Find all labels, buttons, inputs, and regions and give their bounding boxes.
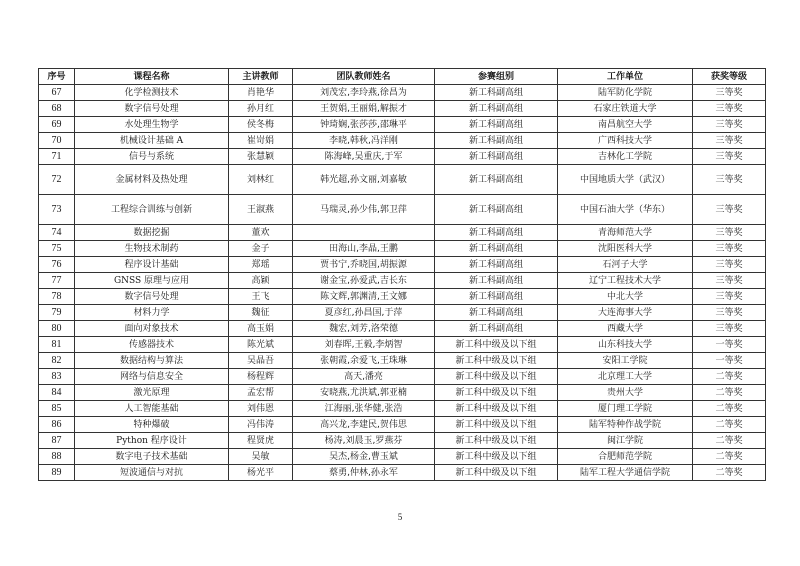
lead-teacher: 孟宏帮 <box>229 385 293 401</box>
competition-group: 新工科副高组 <box>435 85 558 101</box>
table-row <box>39 369 766 385</box>
workplace: 闽江学院 <box>558 433 693 449</box>
row-index: 83 <box>39 369 75 385</box>
team-teachers: 刘茂宏,李玲燕,徐昌为 <box>293 85 435 101</box>
table-row <box>39 225 766 241</box>
lead-teacher: 陈光斌 <box>229 337 293 353</box>
table-row <box>39 449 766 465</box>
competition-group: 新工科中级及以下组 <box>435 337 558 353</box>
row-index: 71 <box>39 149 75 165</box>
award-level: 三等奖 <box>693 241 766 257</box>
workplace: 陆军防化学院 <box>558 85 693 101</box>
workplace: 陆军工程大学通信学院 <box>558 465 693 481</box>
course-name: 程序设计基础 <box>75 257 229 273</box>
row-index: 74 <box>39 225 75 241</box>
team-teachers: 王贺娟,王丽娟,解振才 <box>293 101 435 117</box>
team-teachers: 吴杰,杨金,曹玉斌 <box>293 449 435 465</box>
header-award-level: 获奖等级 <box>693 69 766 85</box>
header-lead-teacher: 主讲教师 <box>229 69 293 85</box>
workplace: 安阳工学院 <box>558 353 693 369</box>
row-index: 82 <box>39 353 75 369</box>
course-name: 金属材料及热处理 <box>75 165 229 195</box>
team-teachers: 陈文辉,郭渊清,王文娜 <box>293 289 435 305</box>
award-level: 二等奖 <box>693 401 766 417</box>
row-index: 73 <box>39 195 75 225</box>
course-name: 生物技术制药 <box>75 241 229 257</box>
award-table <box>38 68 766 481</box>
table-row <box>39 321 766 337</box>
team-teachers: 魏宏,刘芳,洛荣德 <box>293 321 435 337</box>
award-level: 三等奖 <box>693 273 766 289</box>
header-group: 参赛组别 <box>435 69 558 85</box>
course-name: 传感器技术 <box>75 337 229 353</box>
workplace: 中国地质大学（武汉） <box>558 165 693 195</box>
competition-group: 新工科中级及以下组 <box>435 353 558 369</box>
competition-group: 新工科副高组 <box>435 165 558 195</box>
workplace: 北京理工大学 <box>558 369 693 385</box>
row-index: 86 <box>39 417 75 433</box>
workplace: 贵州大学 <box>558 385 693 401</box>
award-level: 二等奖 <box>693 433 766 449</box>
table-body <box>39 85 766 481</box>
team-teachers: 江海丽,张华健,张浩 <box>293 401 435 417</box>
course-name: 人工智能基础 <box>75 401 229 417</box>
workplace: 西藏大学 <box>558 321 693 337</box>
competition-group: 新工科副高组 <box>435 289 558 305</box>
lead-teacher: 董欢 <box>229 225 293 241</box>
course-name: 数字电子技术基础 <box>75 449 229 465</box>
row-index: 67 <box>39 85 75 101</box>
workplace: 山东科技大学 <box>558 337 693 353</box>
table-row <box>39 305 766 321</box>
course-name: 短波通信与对抗 <box>75 465 229 481</box>
lead-teacher: 王飞 <box>229 289 293 305</box>
team-teachers: 钟琦娴,张莎莎,邵琳平 <box>293 117 435 133</box>
table-row <box>39 85 766 101</box>
course-name: GNSS 原理与应用 <box>75 273 229 289</box>
team-teachers: 田海山,李晶,王鹏 <box>293 241 435 257</box>
team-teachers: 陈海峰,吴重庆,于军 <box>293 149 435 165</box>
award-level: 三等奖 <box>693 117 766 133</box>
workplace: 石家庄铁道大学 <box>558 101 693 117</box>
row-index: 75 <box>39 241 75 257</box>
award-level: 三等奖 <box>693 149 766 165</box>
team-teachers: 安晓燕,尤洪斌,郭亚楠 <box>293 385 435 401</box>
award-level: 二等奖 <box>693 465 766 481</box>
team-teachers: 李晓,韩秋,冯洋刚 <box>293 133 435 149</box>
competition-group: 新工科副高组 <box>435 101 558 117</box>
award-level: 一等奖 <box>693 337 766 353</box>
team-teachers: 张朝霞,余爱飞,王珠琳 <box>293 353 435 369</box>
competition-group: 新工科副高组 <box>435 117 558 133</box>
workplace: 中国石油大学（华东） <box>558 195 693 225</box>
lead-teacher: 张慧颖 <box>229 149 293 165</box>
header-workplace: 工作单位 <box>558 69 693 85</box>
award-level: 三等奖 <box>693 289 766 305</box>
workplace: 辽宁工程技术大学 <box>558 273 693 289</box>
lead-teacher: 魏征 <box>229 305 293 321</box>
award-level: 三等奖 <box>693 195 766 225</box>
lead-teacher: 侯冬梅 <box>229 117 293 133</box>
lead-teacher: 程贤虎 <box>229 433 293 449</box>
award-level: 二等奖 <box>693 417 766 433</box>
workplace: 陆军特种作战学院 <box>558 417 693 433</box>
course-name: 工程综合训练与创新 <box>75 195 229 225</box>
table-row <box>39 337 766 353</box>
row-index: 84 <box>39 385 75 401</box>
row-index: 76 <box>39 257 75 273</box>
workplace: 广西科技大学 <box>558 133 693 149</box>
award-level: 二等奖 <box>693 369 766 385</box>
workplace: 厦门理工学院 <box>558 401 693 417</box>
row-index: 79 <box>39 305 75 321</box>
award-level: 二等奖 <box>693 449 766 465</box>
course-name: 数据挖掘 <box>75 225 229 241</box>
competition-group: 新工科副高组 <box>435 321 558 337</box>
row-index: 88 <box>39 449 75 465</box>
competition-group: 新工科副高组 <box>435 305 558 321</box>
lead-teacher: 杨光平 <box>229 465 293 481</box>
course-name: 激光原理 <box>75 385 229 401</box>
header-team-teachers: 团队教师姓名 <box>293 69 435 85</box>
course-name: 水处理生物学 <box>75 117 229 133</box>
row-index: 72 <box>39 165 75 195</box>
lead-teacher: 刘林红 <box>229 165 293 195</box>
workplace: 青海师范大学 <box>558 225 693 241</box>
competition-group: 新工科中级及以下组 <box>435 369 558 385</box>
table-row <box>39 353 766 369</box>
competition-group: 新工科副高组 <box>435 241 558 257</box>
lead-teacher: 郑瑶 <box>229 257 293 273</box>
course-name: 特种爆破 <box>75 417 229 433</box>
table-header-row <box>39 69 766 85</box>
competition-group: 新工科副高组 <box>435 149 558 165</box>
lead-teacher: 刘伟恩 <box>229 401 293 417</box>
page-number: 5 <box>397 512 403 522</box>
course-name: 网络与信息安全 <box>75 369 229 385</box>
table-row <box>39 417 766 433</box>
award-level: 三等奖 <box>693 85 766 101</box>
header-course: 课程名称 <box>75 69 229 85</box>
team-teachers: 杨涛,刘晨玉,罗燕芬 <box>293 433 435 449</box>
workplace: 中北大学 <box>558 289 693 305</box>
competition-group: 新工科中级及以下组 <box>435 401 558 417</box>
row-index: 89 <box>39 465 75 481</box>
lead-teacher: 吴晶吾 <box>229 353 293 369</box>
team-teachers: 韩光超,孙文丽,刘嘉敏 <box>293 165 435 195</box>
course-name: 材料力学 <box>75 305 229 321</box>
table-row <box>39 165 766 195</box>
table-row <box>39 433 766 449</box>
award-level: 三等奖 <box>693 133 766 149</box>
award-level: 三等奖 <box>693 225 766 241</box>
team-teachers: 高兴龙,李建民,贺伟思 <box>293 417 435 433</box>
award-level: 三等奖 <box>693 101 766 117</box>
workplace: 沈阳医科大学 <box>558 241 693 257</box>
competition-group: 新工科副高组 <box>435 257 558 273</box>
row-index: 69 <box>39 117 75 133</box>
table-row <box>39 149 766 165</box>
table-row <box>39 117 766 133</box>
workplace: 南昌航空大学 <box>558 117 693 133</box>
table-row <box>39 257 766 273</box>
course-name: 信号与系统 <box>75 149 229 165</box>
course-name: 数字信号处理 <box>75 289 229 305</box>
course-name: 数据结构与算法 <box>75 353 229 369</box>
lead-teacher: 杨程辉 <box>229 369 293 385</box>
lead-teacher: 高颖 <box>229 273 293 289</box>
table-row <box>39 385 766 401</box>
competition-group: 新工科中级及以下组 <box>435 417 558 433</box>
competition-group: 新工科副高组 <box>435 273 558 289</box>
row-index: 70 <box>39 133 75 149</box>
workplace: 石河子大学 <box>558 257 693 273</box>
lead-teacher: 吴敏 <box>229 449 293 465</box>
team-teachers: 马瑞灵,孙少伟,郭卫萍 <box>293 195 435 225</box>
course-name: 面向对象技术 <box>75 321 229 337</box>
table-row <box>39 195 766 225</box>
team-teachers: 谢金宝,孙爱武,吉长东 <box>293 273 435 289</box>
table-row <box>39 133 766 149</box>
row-index: 87 <box>39 433 75 449</box>
header-index: 序号 <box>39 69 75 85</box>
row-index: 78 <box>39 289 75 305</box>
team-teachers: 刘春晖,王毅,李炳智 <box>293 337 435 353</box>
award-level: 三等奖 <box>693 305 766 321</box>
row-index: 77 <box>39 273 75 289</box>
competition-group: 新工科中级及以下组 <box>435 433 558 449</box>
competition-group: 新工科副高组 <box>435 225 558 241</box>
lead-teacher: 冯伟涛 <box>229 417 293 433</box>
competition-group: 新工科中级及以下组 <box>435 449 558 465</box>
course-name: 数字信号处理 <box>75 101 229 117</box>
lead-teacher: 孙月红 <box>229 101 293 117</box>
course-name: 机械设计基础 A <box>75 133 229 149</box>
team-teachers: 高天,潘亮 <box>293 369 435 385</box>
lead-teacher: 高玉娟 <box>229 321 293 337</box>
award-level: 二等奖 <box>693 385 766 401</box>
lead-teacher: 王淑燕 <box>229 195 293 225</box>
row-index: 68 <box>39 101 75 117</box>
competition-group: 新工科中级及以下组 <box>435 465 558 481</box>
table-row <box>39 101 766 117</box>
workplace: 吉林化工学院 <box>558 149 693 165</box>
competition-group: 新工科副高组 <box>435 195 558 225</box>
competition-group: 新工科副高组 <box>435 133 558 149</box>
workplace: 大连海事大学 <box>558 305 693 321</box>
row-index: 81 <box>39 337 75 353</box>
row-index: 85 <box>39 401 75 417</box>
table-row <box>39 289 766 305</box>
workplace: 合肥师范学院 <box>558 449 693 465</box>
course-name: 化学检测技术 <box>75 85 229 101</box>
table-row <box>39 401 766 417</box>
award-level: 三等奖 <box>693 321 766 337</box>
course-name: Python 程序设计 <box>75 433 229 449</box>
team-teachers: 贾书宁,乔晓国,胡振源 <box>293 257 435 273</box>
award-level: 三等奖 <box>693 165 766 195</box>
row-index: 80 <box>39 321 75 337</box>
table-row <box>39 465 766 481</box>
award-level: 三等奖 <box>693 257 766 273</box>
lead-teacher: 金子 <box>229 241 293 257</box>
lead-teacher: 肖艳华 <box>229 85 293 101</box>
lead-teacher: 崔岢娟 <box>229 133 293 149</box>
table-row <box>39 241 766 257</box>
award-level: 一等奖 <box>693 353 766 369</box>
team-teachers <box>293 225 435 241</box>
team-teachers: 夏彦红,孙昌国,于萍 <box>293 305 435 321</box>
team-teachers: 蔡勇,仲林,孙永军 <box>293 465 435 481</box>
table-row <box>39 273 766 289</box>
competition-group: 新工科中级及以下组 <box>435 385 558 401</box>
